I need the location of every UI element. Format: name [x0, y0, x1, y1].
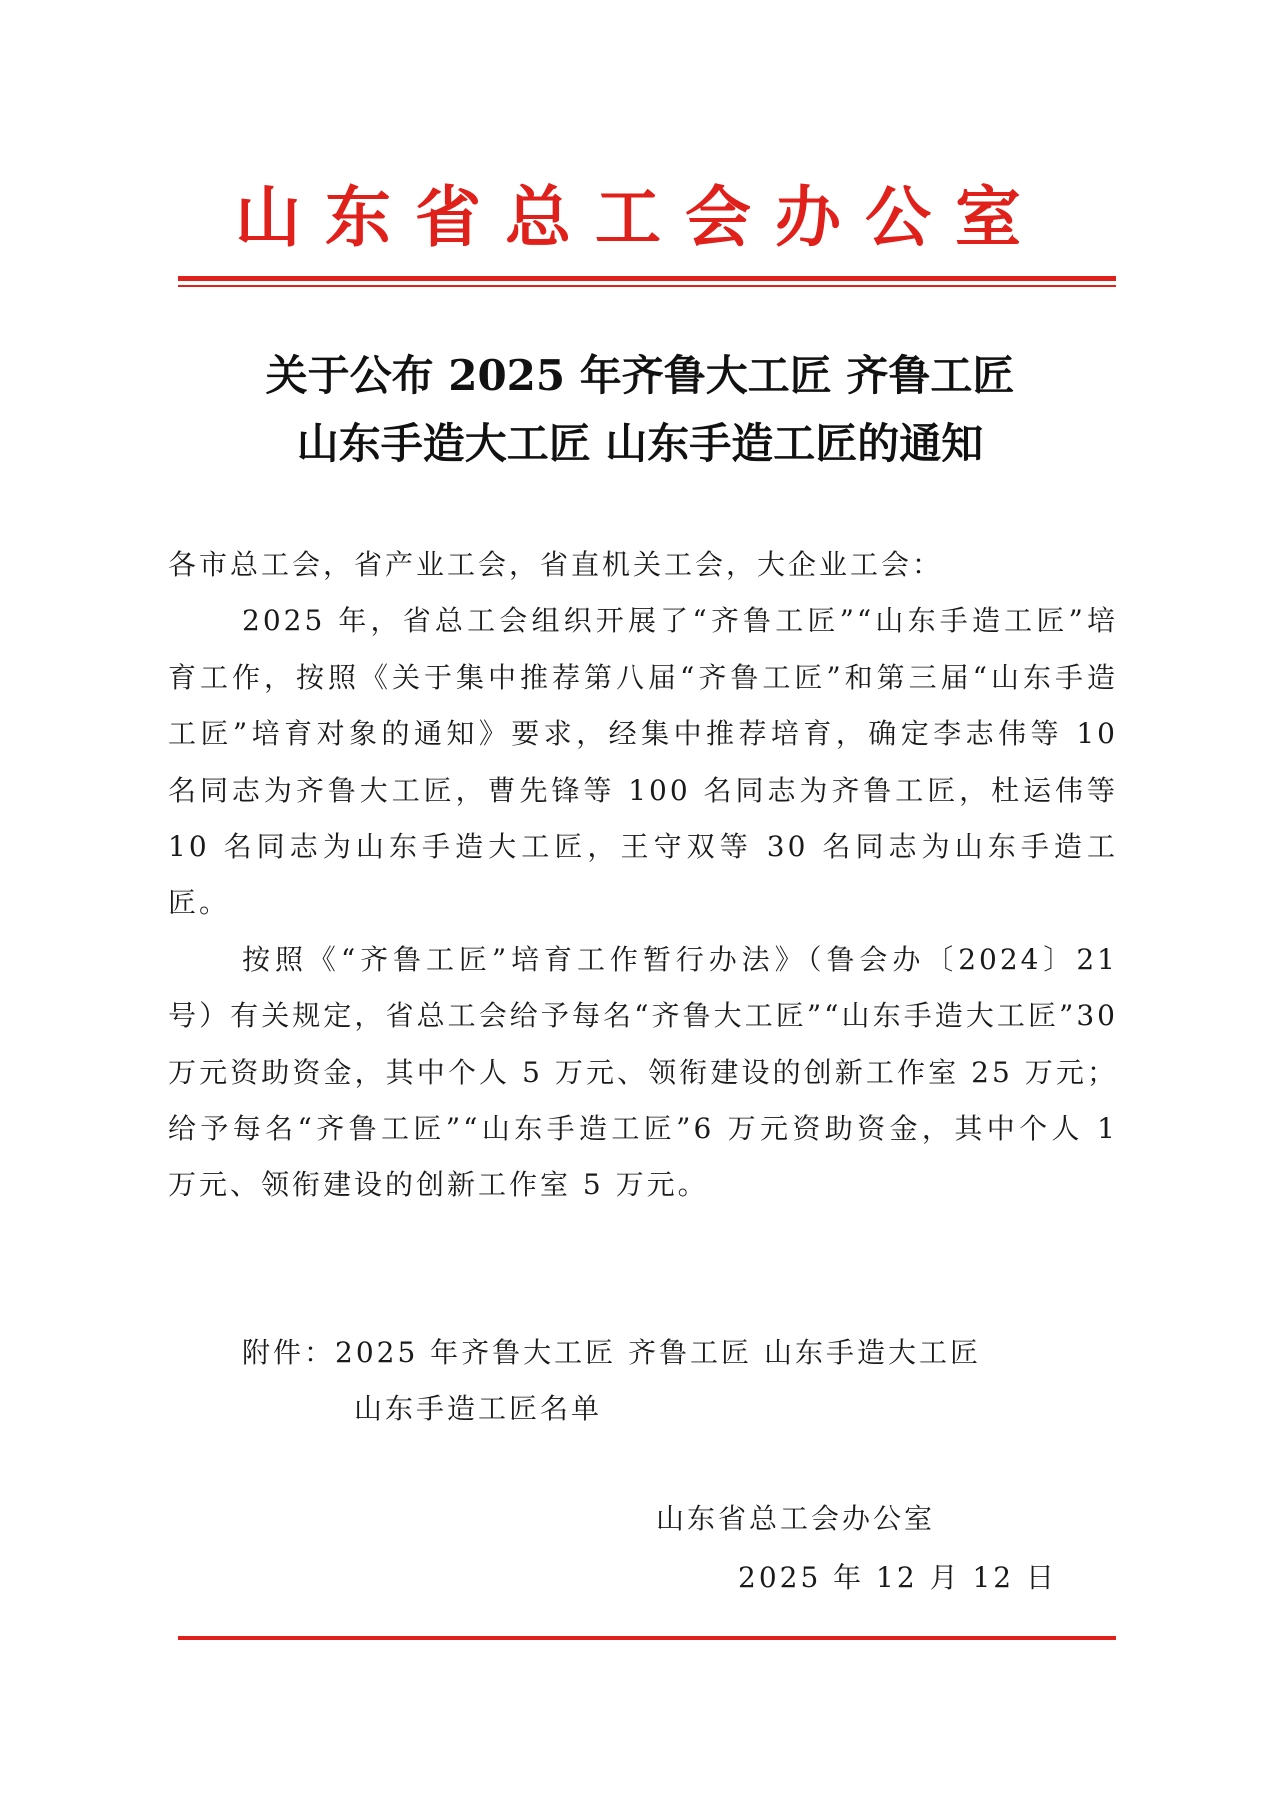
body-paragraph-1: 2025 年，省总工会组织开展了“齐鲁工匠”“山东手造工匠”培育工作，按照《关于集中推荐第八届“齐鲁工匠”和第三届“山东手造工匠”培育对象的通知》要求，经集中推荐培育，确定李志伟等 10 名同志为齐鲁大工匠，曹先锋等 100 名同志为齐鲁工匠，杜运伟等 10 名同志为山东手造大工匠，王守双等 30 名同志为山东手造工匠。 [168, 604, 1118, 920]
title-line-2: 山东手造大工匠 山东手造工匠的通知 [296, 419, 984, 468]
issue-date: 2025 年 12 月 12 日 [738, 1561, 1058, 1594]
title-line-1: 关于公布 2025 年齐鲁大工匠 齐鲁工匠 [265, 351, 1015, 400]
issuer-name: 山东省总工会办公室 [656, 1502, 936, 1535]
salutation: 各市总工会，省产业工会，省直机关工会，大企业工会： [168, 548, 944, 581]
masthead-red-rule-thin [178, 285, 1116, 287]
attachment-line-2: 山东手造工匠名单 [354, 1392, 603, 1425]
document-title [0, 342, 1280, 478]
attachment-line-1: 附件：2025 年齐鲁大工匠 齐鲁工匠 山东手造大工匠 [242, 1336, 981, 1369]
document-body [168, 537, 1118, 1214]
body-paragraph-2: 按照《“齐鲁工匠”培育工作暂行办法》（鲁会办〔2024〕21 号）有关规定，省总工会给予每名“齐鲁大工匠”“山东手造大工匠”30 万元资助资金，其中个人 5 万元、领衔建设的创新工作室 25 万元；给予每名“齐鲁工匠”“山东手造工匠”6 万元资助资金，其中个人 1 万元、领衔建设的创新工作室 5 万元。 [168, 942, 1118, 1202]
masthead-title: 山东省总工会办公室 [235, 179, 1045, 256]
masthead-red-rule [178, 276, 1116, 281]
footer-red-rule [178, 1636, 1116, 1640]
